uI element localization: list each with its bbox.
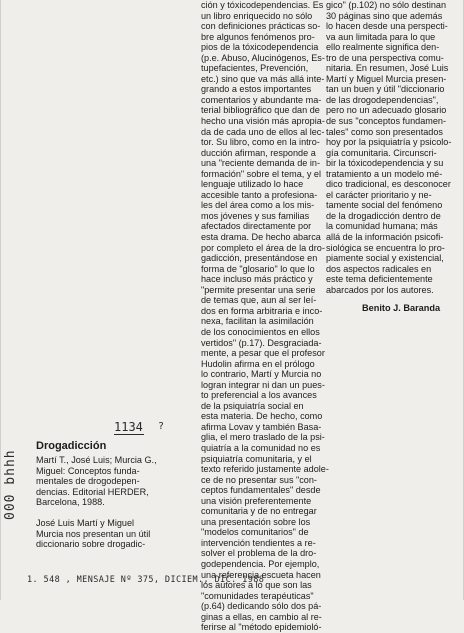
article-line: pero no un adecuado glosario [326, 105, 447, 116]
article-line: texto referido justamente adole- [201, 464, 329, 475]
article-line: afirma Lovav y también Basa- [201, 421, 322, 432]
article-line [36, 508, 125, 519]
article-line: este tema deficientemente [326, 274, 433, 285]
article-line: dico tradicional, es desconocer [326, 179, 451, 190]
article-line: grando a estos importantes [201, 84, 312, 95]
article-line: ello realmente significa den- [326, 42, 440, 53]
article-line: comunitaria y de no entregar [201, 506, 317, 517]
article-line: dencias. Editorial HERDER, [36, 486, 149, 497]
article-line: psiquiatría comunitaria, y el [201, 453, 312, 464]
scan-edge-left [0, 0, 1, 600]
article-line: diccionario sobre drogadic- [36, 539, 146, 550]
article-line: gadicción, presentándose en [201, 253, 318, 264]
article-line: lo contrario, Martí y Murcia no [201, 369, 322, 380]
article-column-left [36, 455, 157, 550]
article-line: esta drama. De hecho abarca [201, 232, 321, 243]
article-line: da de cada uno de ellos al lec- [201, 126, 325, 137]
article-line: nitaria. En resumen, José Luis [326, 63, 449, 74]
article-line: una "reciente demanda de in- [201, 158, 321, 169]
article-line: accesible tanto a profesiona- [201, 189, 318, 200]
article-line: por completo el área de la dro- [201, 242, 325, 253]
handwritten-question-mark: ? [158, 421, 165, 432]
article-line: siológica se encuentra lo pro- [326, 242, 445, 253]
article-line: mos jóvenes y sus familias [201, 210, 310, 221]
article-line: bre algunos fenómenos pro- [201, 31, 315, 42]
article-line: tratamiento a un modelo mé- [326, 168, 443, 179]
article-line: allá de la información psicofi- [326, 232, 444, 243]
article-line: abarcados por los autores. [326, 284, 434, 295]
article-line: tan un buen y útil "diccionario [326, 84, 445, 95]
handwritten-side-number: 000 bhhh [3, 449, 18, 520]
article-line: una visión preferentemente [201, 495, 312, 506]
article-line: José Luis Martí y Miguel [36, 518, 135, 529]
article-line: una presentación sobre los [201, 516, 311, 527]
article-line: el carácter prioritario y ne- [326, 189, 432, 200]
article-line: to preferencial a los avances [201, 390, 317, 401]
article-line: forma de "glosario" lo que lo [201, 263, 315, 274]
article-line: Hudolin afirma en el prólogo [201, 358, 315, 369]
article-line: de los conocimientos en ellos [201, 326, 320, 337]
article-line: quiatría a la comunidad no es [201, 442, 321, 453]
author-byline: Benito J. Baranda [362, 303, 441, 313]
article-line: hoy por la psiquiatría y psicolo- [326, 137, 452, 148]
article-line: lenguaje utilizado lo hace [201, 179, 304, 190]
article-line: una referencia escueta hacen [201, 569, 321, 580]
article-line: vertidos" (p.17). Desgraciada- [201, 337, 322, 348]
article-line: con definiciones prácticas so- [201, 21, 321, 32]
article-line: tales" como son presentados [326, 126, 443, 137]
article-line: 30 páginas sino que además [326, 10, 443, 21]
article-line: lo hacen desde una perspecti- [326, 21, 448, 32]
article-line: tamente social del fenómeno [326, 200, 443, 211]
article-line: ce de no presentar sus "con- [201, 474, 317, 485]
article-line: (p.e. Abuso, Alucinógenos, Es- [201, 52, 325, 63]
article-line: gía comunitaria. Circunscri- [326, 147, 437, 158]
article-line: tor. Su libro, como en la intro- [201, 137, 320, 148]
article-line: dos en forma arbitraria e inco- [201, 305, 323, 316]
article-line: Martí T., José Luis; Murcia G., [36, 455, 157, 465]
article-line: "comunidades terapéuticas" [201, 590, 314, 601]
article-line: etc.) sino que va más allá inte- [201, 73, 325, 84]
article-line: hecho una visión más apropia- [201, 116, 325, 127]
article-column-right [326, 0, 452, 295]
article-line: "permite presentar una serie [201, 284, 316, 295]
handwritten-source-note: 1. 548 , MENSAJE Nº 375, DICIEM., DIC. 1988 [27, 575, 265, 585]
handwritten-page-number: 1134 [114, 420, 143, 434]
article-line: terial bibliográfico que dan de [201, 105, 320, 116]
article-line: ginas a ellas, en cambio al re- [201, 611, 322, 622]
article-line: ferirse al "método epidemioló- [201, 622, 322, 633]
article-line: piamente social y existencial, [326, 253, 444, 264]
article-line: ducción afirman, responde a [201, 147, 316, 158]
article-line: Barcelona, 1988. [36, 497, 105, 508]
article-line: nexa, facilitan la asimilación [201, 316, 314, 327]
article-line: de sus "conceptos fundamen- [326, 116, 447, 127]
article-line: de temas que, aun al ser leí- [201, 295, 317, 306]
article-line: tupefacientes, Prevención, [201, 63, 309, 74]
article-line: mente, a pesar que el profesor [201, 348, 325, 359]
article-line: esta materia. De hecho, como [201, 411, 323, 422]
article-line: un libro enriquecido no sólo [201, 10, 313, 21]
article-line: pios de la tóxicodependencia [201, 42, 319, 53]
article-line: dos aspectos radicales en [326, 263, 432, 274]
article-line: ceptos fundamentales" desde [201, 485, 321, 496]
article-line: "modelos comunitarios" de [201, 527, 309, 538]
article-line: mentales de drogodepen- [36, 476, 140, 487]
article-line: Murcia nos presentan un útil [36, 528, 151, 539]
article-line: (p.64) dedicando sólo dos pá- [201, 601, 322, 612]
article-line: Miguel: Conceptos funda- [36, 465, 140, 476]
article-line: de las drogodependencias", [326, 94, 439, 105]
article-line: glia, el mero traslado de la psi- [201, 432, 325, 443]
article-line: la comunidad humana; más [326, 221, 438, 232]
article-line: intervención tendientes a re- [201, 537, 316, 548]
title-underline [114, 434, 144, 435]
section-title: Drogadicción [36, 440, 107, 452]
article-line: va aun limitada para lo que [326, 31, 436, 42]
article-line: de la psiquiatría social en [201, 400, 304, 411]
article-line: Martí y Miguel Murcia presen- [326, 73, 447, 84]
article-line: de la drogadicción dentro de [326, 210, 441, 221]
article-line: gico" (p.102) no sólo destinan [326, 0, 447, 10]
article-line: ción y tóxicodependencias. Es [201, 0, 324, 10]
article-line: comentarios y abundante ma- [201, 94, 322, 105]
article-line: tro de una perspectiva comu- [326, 52, 444, 63]
article-line: afectados directamente por [201, 221, 312, 232]
article-line: bir la tóxicodependencia y su [326, 158, 444, 169]
article-line: los autores a lo que son las [201, 580, 312, 591]
article-line: formación" sobre el tema, y el [201, 168, 321, 179]
article-line: les del área como a los mis- [201, 200, 315, 211]
article-line: logran integrar ni dan un pues- [201, 379, 325, 390]
article-line: solver el problema de la dro- [201, 548, 317, 559]
article-line: godependencia. Por ejemplo, [201, 558, 320, 569]
article-line: hace incluso más práctico y [201, 274, 313, 285]
article-column-middle [201, 0, 329, 633]
